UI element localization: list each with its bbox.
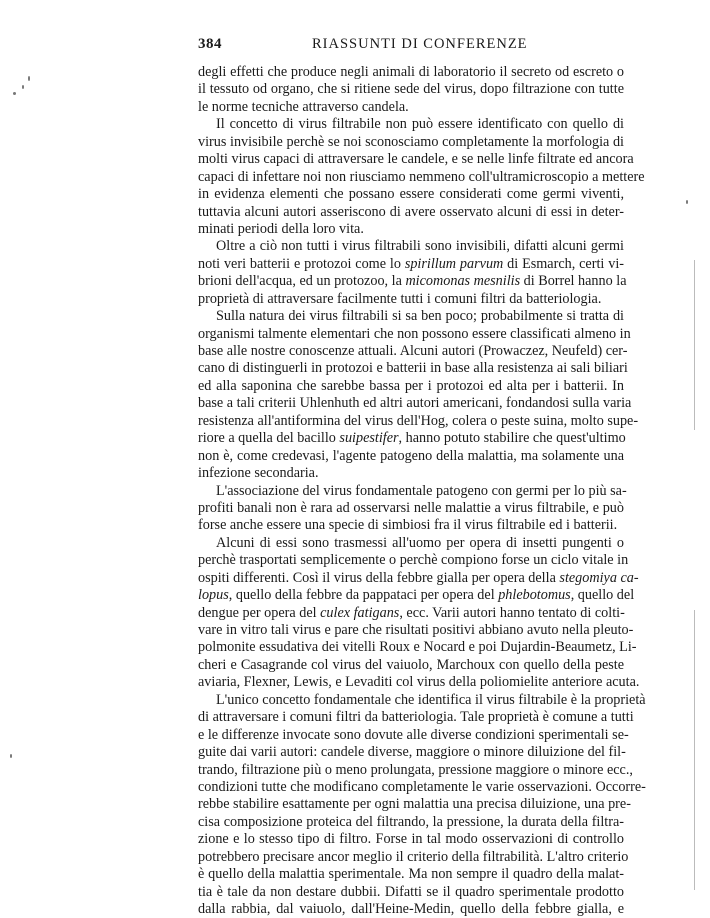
text-segment: brioni dell'acqua, ed un protozoo, la <box>198 273 406 290</box>
text-segment: di attraversare i comuni filtri da batteriologia. Tale proprietà è comune a tutti <box>198 709 634 726</box>
text-segment: base alle nostre conoscenze attuali. Alcuni autori (Prowaczez, Neufeld) cer- <box>198 343 628 359</box>
text-segment: degli effetti che produce negli animali di laboratorio il secreto od escreto o <box>198 64 624 80</box>
text-line <box>198 291 624 308</box>
text-segment: L'unico concetto fondamentale che identifica il virus filtrabile è la proprietà <box>216 691 646 708</box>
scan-speck <box>22 85 24 89</box>
text-line <box>198 761 633 779</box>
text-segment: cisa composizione proteica del filtrando, la pressione, la durata della filtra- <box>198 813 624 830</box>
text-segment: proprietà di attraversare facilmente tutti i comuni filtri da batteriologia. <box>198 290 602 307</box>
italic-term: lopus <box>198 587 229 604</box>
text-line <box>198 605 624 622</box>
text-segment: riore a quella del bacillo <box>198 430 340 447</box>
text-line <box>198 517 624 534</box>
text-line <box>198 308 624 325</box>
text-segment: tuttavia alcuni autori asseriscono di avere osservato alcuni di essi in deter- <box>198 203 624 220</box>
text-segment: polmonite essudativa dei vitelli Roux e Nocard e poi Dujardin-Beaumetz, Li- <box>198 639 637 656</box>
text-line <box>198 168 645 186</box>
italic-term: spirillum parvum <box>404 255 504 272</box>
text-line <box>198 238 624 255</box>
text-segment: ospiti differenti. Così il virus della febbre gialla per opera della <box>198 569 560 586</box>
text-line <box>198 482 627 500</box>
text-line <box>198 448 624 465</box>
text-line <box>198 395 632 412</box>
text-segment: resistenza all'antiformina del virus dell'Hog, colera o peste suina, molto supe- <box>198 412 639 429</box>
text-segment: Sulla natura dei virus filtrabili si sa ben poco; probabilmente si tratta di <box>216 308 624 325</box>
text-line <box>198 535 624 552</box>
text-line <box>198 796 631 813</box>
text-segment: noti veri batterii e protozoi come lo <box>198 255 405 272</box>
text-segment: cano di distinguerli in protozoi e batterii in base alla resistenza ai sali biliari <box>198 360 628 377</box>
text-line <box>198 81 624 98</box>
text-line <box>198 657 624 674</box>
text-line <box>198 204 624 221</box>
text-segment: molti virus capaci di attraversare le candele, e se nelle linfe filtrate ed ancora <box>198 151 634 168</box>
text-line <box>198 273 627 290</box>
text-line <box>198 116 624 133</box>
text-segment: , quello del <box>570 587 635 604</box>
text-segment: condizioni tutte che modificano completamente le varie osservazioni. Occorre- <box>198 778 646 795</box>
page-number: 384 <box>198 36 222 52</box>
text-line <box>198 848 629 866</box>
italic-term: phlebotomus <box>498 587 571 604</box>
text-line <box>198 884 624 901</box>
text-line <box>198 569 639 587</box>
text-segment: le norme tecniche attraverso candela. <box>198 98 409 115</box>
text-line <box>198 831 624 848</box>
text-segment: virus invisibile perchè se noi sconosciamo completamente la morfologia di <box>198 133 624 150</box>
text-segment: , hanno potuto stabilire che quest'ultimo <box>398 430 626 447</box>
text-line <box>198 901 624 918</box>
text-segment: Alcuni di essi sono trasmessi all'uomo per opera di insetti pungenti o <box>216 534 624 551</box>
text-line <box>198 691 646 709</box>
text-segment: organismi talmente elementari che non possono essere classificati almeno in <box>198 325 631 342</box>
text-segment: dengue per opera del <box>198 604 321 621</box>
text-segment: zione e lo stesso tipo di filtro. Forse in tal modo osservazioni di controllo <box>198 831 624 848</box>
text-line <box>198 674 640 691</box>
scan-edge-mark <box>694 260 695 430</box>
italic-term: culex fatigans <box>320 604 400 621</box>
text-segment: Il concetto di virus filtrabile non può essere identificato con quello di <box>216 116 624 133</box>
text-line <box>198 622 634 639</box>
page-header <box>198 36 624 58</box>
text-segment: cheri e Casagrande col virus del vaiuolo, Marchoux con quello della peste <box>198 656 624 673</box>
scan-speck <box>10 754 12 758</box>
text-segment: il tessuto od organo, che si ritiene sede del virus, dopo filtrazione con tutte <box>198 81 624 98</box>
text-line <box>198 221 624 238</box>
text-line <box>198 151 634 168</box>
scan-speck <box>686 200 688 204</box>
text-segment: dalla rabbia, dal vaiuolo, dall'Heine-Medin, quello della febbre gialla, e <box>198 901 624 917</box>
text-line <box>198 744 624 761</box>
text-segment: è quello della malattia sperimentale. Ma non sempre il quadro della malat- <box>198 866 624 883</box>
text-line <box>198 343 628 360</box>
text-segment: e le differenze invocate sono dovute alle diverse condizioni sperimentali se- <box>198 726 629 743</box>
text-segment: , ecc. Varii autori hanno tentato di colti- <box>399 604 625 621</box>
text-line <box>198 378 624 395</box>
text-line <box>198 360 628 377</box>
text-line <box>198 412 639 430</box>
scan-speck <box>28 76 30 81</box>
text-segment: , quello della febbre da pappataci per opera del <box>228 587 499 604</box>
text-segment: L'associazione del virus fondamentale patogeno con germi per lo più sa- <box>216 482 627 499</box>
text-segment: trando, filtrazione più o meno prolungata, pressione maggiore o minore ecc., <box>198 761 633 778</box>
scan-speck <box>13 92 16 95</box>
text-segment: infezione secondaria. <box>198 465 319 482</box>
scan-edge-mark <box>694 610 695 890</box>
text-segment: profiti banali non è rara ad osservarsi nelle malattie a virus filtrabile, e può <box>198 499 624 516</box>
text-line <box>198 64 624 81</box>
text-segment: base a tali criterii Uhlenhuth ed altri autori americani, fondandosi sulla varia <box>198 395 632 412</box>
italic-term: stegomiya ca- <box>559 569 639 586</box>
text-segment: potrebbero precisare ancor meglio il criterio della filtrabilità. L'altro criterio <box>198 848 629 865</box>
text-segment: tia è tale da non destare dubbii. Difatti se il quadro sperimentale prodotto <box>198 883 624 900</box>
text-line <box>198 500 624 517</box>
text-line <box>198 778 646 796</box>
text-segment: Oltre a ciò non tutti i virus filtrabili sono invisibili, difatti alcuni germi <box>216 238 624 255</box>
text-line <box>198 639 637 656</box>
text-line <box>198 256 624 273</box>
text-segment: perchè trasportati semplicemente o perchè compiono forse un ciclo vitale in <box>198 552 629 569</box>
text-segment: capaci di infettare noi non riusciamo nemmeno coll'ultramicroscopio a mettere <box>198 168 645 185</box>
text-line <box>198 552 629 569</box>
text-segment: rebbe stabilire esattamente per ogni malattia una precisa diluizione, una pre- <box>198 796 631 813</box>
text-line <box>198 186 624 203</box>
italic-term: micomonas mesnilis <box>405 273 521 290</box>
text-line <box>198 99 624 116</box>
italic-term: suipestifer <box>339 430 399 447</box>
text-segment: minati periodi della loro vita. <box>198 220 364 237</box>
text-line <box>198 726 629 744</box>
text-line <box>198 587 635 604</box>
text-line <box>198 325 631 343</box>
text-segment: non è, come credevasi, l'agente patogeno della malattia, ma solamente una <box>198 447 624 464</box>
text-line <box>198 134 624 151</box>
text-segment: aviaria, Flexner, Lewis, e Levaditi col virus della poliomielite anteriore acuta. <box>198 674 640 691</box>
body-text <box>198 64 646 918</box>
text-segment: forse anche essere una specie di simbiosi fra il virus filtrabile ed i batterii. <box>198 517 618 534</box>
text-line <box>198 430 624 447</box>
running-title: RIASSUNTI DI CONFERENZE <box>312 36 528 52</box>
text-line <box>198 709 634 726</box>
text-segment: di Borrel hanno la <box>520 273 627 290</box>
text-segment: guite dai varii autori: candele diverse, maggiore o minore diluizione del fil- <box>198 744 626 761</box>
text-segment: in evidenza elementi che possano essere considerati come germi viventi, <box>198 186 624 203</box>
text-line <box>198 814 624 831</box>
text-segment: ed alla saponina che sarebbe bassa per i protozoi ed alta per i batterii. In <box>198 377 624 394</box>
text-line <box>198 866 624 883</box>
text-segment: vare in vitro tali virus e pare che risultati positivi abbiano avuto nella pleuto- <box>198 622 634 638</box>
text-segment: di Esmarch, certi vi- <box>503 255 624 272</box>
text-line <box>198 465 624 482</box>
